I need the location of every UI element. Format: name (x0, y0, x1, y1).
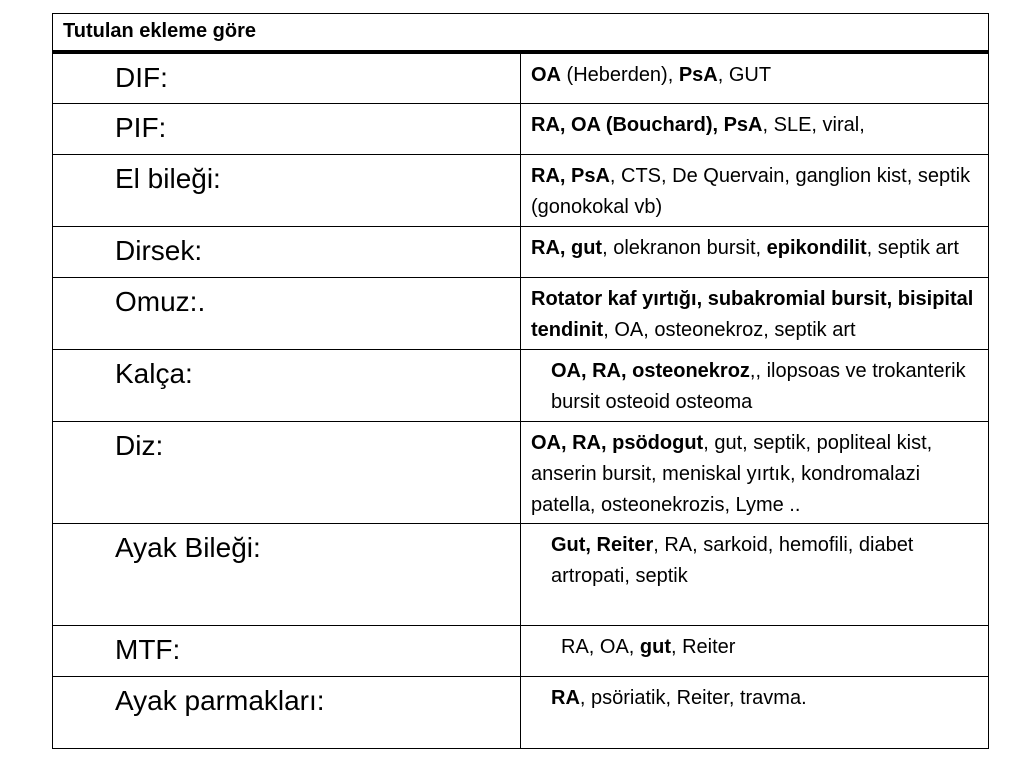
condition-text: artropati, septik (551, 565, 688, 587)
condition-text: , OA, osteonekroz, septik art (603, 319, 856, 341)
conditions-cell (521, 422, 989, 524)
table-row (53, 524, 989, 626)
bold-condition-text: PsA (678, 63, 718, 86)
bold-condition-text: Rotator kaf yırtığı, subakromial bursit, bisipital (531, 288, 974, 310)
conditions-line (551, 561, 978, 592)
bold-condition-text: OA, RA, osteonekroz (551, 360, 750, 382)
conditions-line (551, 356, 978, 387)
table-row (53, 278, 989, 350)
bold-condition-text: Gut, Reiter (551, 534, 654, 556)
condition-text: , RA, sarkoid, hemofili, diabet (653, 534, 914, 556)
conditions-cell (521, 278, 989, 350)
conditions-line (551, 530, 978, 561)
table-header: Tutulan ekleme göre (53, 14, 989, 52)
bold-condition-text: OA, RA, psödogut (531, 432, 704, 454)
conditions-line (531, 192, 978, 223)
condition-text: (Heberden), (561, 63, 679, 86)
condition-text: (gonokokal vb) (531, 196, 663, 218)
joint-name: Kalça: (53, 350, 521, 422)
conditions-line (531, 315, 978, 346)
joint-name: Dirsek: (53, 227, 521, 278)
joint-name: PIF: (53, 104, 521, 155)
conditions-line (531, 284, 978, 315)
conditions-line (551, 387, 978, 418)
conditions-line (561, 632, 978, 663)
condition-text: bursit osteoid osteoma (551, 391, 753, 413)
table-row (53, 52, 989, 104)
conditions-cell (521, 52, 989, 104)
condition-text: anserin bursit, meniskal yırtık, kondromalazi (531, 463, 921, 485)
condition-text: , SLE, viral, (762, 114, 865, 136)
bold-condition-text: RA, gut (531, 237, 603, 259)
conditions-cell (521, 626, 989, 677)
bold-condition-text: RA, PsA (531, 165, 610, 187)
conditions-cell (521, 677, 989, 749)
table-row (53, 626, 989, 677)
condition-text: ,, ilopsoas ve trokanterik (749, 360, 966, 382)
bold-condition-text: tendinit (531, 319, 604, 341)
joint-name: Ayak parmakları: (53, 677, 521, 749)
joint-name: Omuz:. (53, 278, 521, 350)
conditions-line (531, 60, 978, 91)
joint-name: MTF: (53, 626, 521, 677)
bold-condition-text: RA, OA (Bouchard), PsA (531, 114, 763, 136)
header-row (53, 14, 989, 52)
conditions-cell (521, 155, 989, 227)
bold-condition-text: gut (639, 636, 671, 658)
condition-text: , psöriatik, Reiter, travma. (579, 687, 807, 709)
conditions-line (551, 683, 978, 714)
conditions-line (531, 161, 978, 192)
conditions-line (531, 490, 978, 521)
condition-text: , Reiter (671, 636, 736, 658)
joint-name: Ayak Bileği: (53, 524, 521, 626)
bold-condition-text: epikondilit (766, 237, 867, 259)
condition-text: patella, osteonekrozis, Lyme .. (531, 494, 801, 516)
bold-condition-text: OA (531, 63, 561, 86)
conditions-line (531, 459, 978, 490)
condition-text: RA, OA, (561, 636, 640, 658)
conditions-cell (521, 524, 989, 626)
table-row (53, 422, 989, 524)
conditions-cell (521, 104, 989, 155)
condition-text: , gut, septik, popliteal kist, (703, 432, 933, 454)
conditions-cell (521, 227, 989, 278)
condition-text: , olekranon bursit, (602, 237, 767, 259)
conditions-cell (521, 350, 989, 422)
condition-text: , GUT (717, 63, 772, 86)
joint-name: Diz: (53, 422, 521, 524)
table-row (53, 104, 989, 155)
table-row (53, 677, 989, 749)
table-row (53, 227, 989, 278)
table-row (53, 155, 989, 227)
joint-name: El bileği: (53, 155, 521, 227)
conditions-line (531, 428, 978, 459)
conditions-line (531, 233, 978, 264)
joint-name: DIF: (53, 52, 521, 104)
condition-text: , CTS, De Quervain, ganglion kist, septik (609, 165, 971, 187)
condition-text: , septik art (866, 237, 959, 259)
joint-table (52, 13, 989, 749)
conditions-line (531, 110, 978, 141)
table-row (53, 350, 989, 422)
bold-condition-text: RA (551, 687, 580, 709)
